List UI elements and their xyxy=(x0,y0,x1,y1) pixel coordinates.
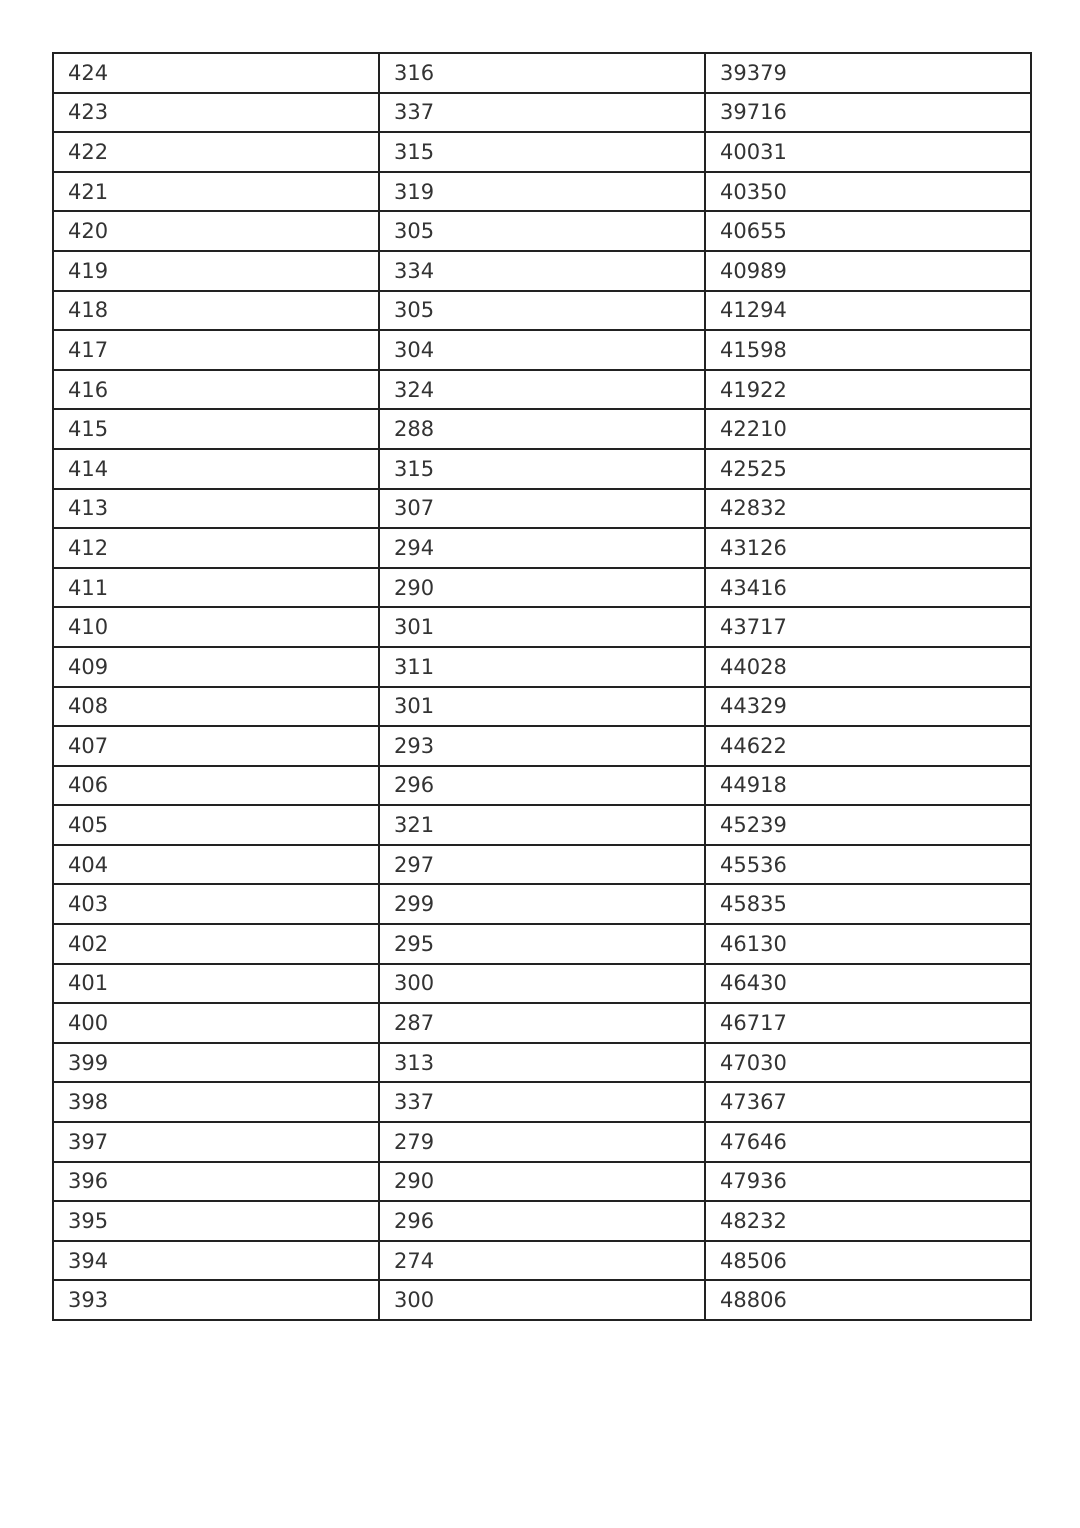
table-row xyxy=(53,647,1031,687)
table-row xyxy=(53,1122,1031,1162)
table-row xyxy=(53,1201,1031,1241)
count-cell: 324 xyxy=(379,370,705,410)
score-table xyxy=(52,52,1032,1321)
count-cell: 334 xyxy=(379,251,705,291)
count-cell: 337 xyxy=(379,93,705,133)
score-cell: 395 xyxy=(53,1201,379,1241)
count-cell: 315 xyxy=(379,449,705,489)
cumulative-cell: 47367 xyxy=(705,1082,1031,1122)
table-row xyxy=(53,805,1031,845)
table-row xyxy=(53,132,1031,172)
table-row xyxy=(53,251,1031,291)
cumulative-cell: 40655 xyxy=(705,211,1031,251)
table-row xyxy=(53,1162,1031,1202)
score-cell: 417 xyxy=(53,330,379,370)
table-row xyxy=(53,211,1031,251)
table-row xyxy=(53,845,1031,885)
table-row xyxy=(53,964,1031,1004)
count-cell: 337 xyxy=(379,1082,705,1122)
table-row xyxy=(53,528,1031,568)
cumulative-cell: 47646 xyxy=(705,1122,1031,1162)
count-cell: 300 xyxy=(379,964,705,1004)
cumulative-cell: 42832 xyxy=(705,489,1031,529)
count-cell: 290 xyxy=(379,1162,705,1202)
score-cell: 393 xyxy=(53,1280,379,1320)
score-cell: 394 xyxy=(53,1241,379,1281)
table-row xyxy=(53,766,1031,806)
count-cell: 296 xyxy=(379,1201,705,1241)
cumulative-cell: 46717 xyxy=(705,1003,1031,1043)
table-row xyxy=(53,924,1031,964)
table-row xyxy=(53,568,1031,608)
cumulative-cell: 48806 xyxy=(705,1280,1031,1320)
count-cell: 321 xyxy=(379,805,705,845)
cumulative-cell: 42210 xyxy=(705,409,1031,449)
count-cell: 315 xyxy=(379,132,705,172)
table-row xyxy=(53,1241,1031,1281)
count-cell: 274 xyxy=(379,1241,705,1281)
score-cell: 409 xyxy=(53,647,379,687)
score-table-body xyxy=(53,53,1031,1320)
score-cell: 415 xyxy=(53,409,379,449)
table-row xyxy=(53,53,1031,93)
score-cell: 423 xyxy=(53,93,379,133)
cumulative-cell: 45536 xyxy=(705,845,1031,885)
score-cell: 400 xyxy=(53,1003,379,1043)
cumulative-cell: 42525 xyxy=(705,449,1031,489)
table-row xyxy=(53,884,1031,924)
count-cell: 307 xyxy=(379,489,705,529)
score-cell: 414 xyxy=(53,449,379,489)
score-cell: 421 xyxy=(53,172,379,212)
cumulative-cell: 41922 xyxy=(705,370,1031,410)
count-cell: 313 xyxy=(379,1043,705,1083)
count-cell: 294 xyxy=(379,528,705,568)
table-row xyxy=(53,409,1031,449)
cumulative-cell: 43126 xyxy=(705,528,1031,568)
count-cell: 290 xyxy=(379,568,705,608)
cumulative-cell: 46430 xyxy=(705,964,1031,1004)
table-row xyxy=(53,1280,1031,1320)
table-row xyxy=(53,489,1031,529)
count-cell: 319 xyxy=(379,172,705,212)
count-cell: 311 xyxy=(379,647,705,687)
score-cell: 405 xyxy=(53,805,379,845)
cumulative-cell: 44622 xyxy=(705,726,1031,766)
score-cell: 407 xyxy=(53,726,379,766)
count-cell: 299 xyxy=(379,884,705,924)
score-cell: 424 xyxy=(53,53,379,93)
count-cell: 301 xyxy=(379,607,705,647)
score-cell: 397 xyxy=(53,1122,379,1162)
cumulative-cell: 39379 xyxy=(705,53,1031,93)
table-row xyxy=(53,1003,1031,1043)
table-row xyxy=(53,1082,1031,1122)
cumulative-cell: 43717 xyxy=(705,607,1031,647)
score-cell: 398 xyxy=(53,1082,379,1122)
score-cell: 404 xyxy=(53,845,379,885)
cumulative-cell: 44028 xyxy=(705,647,1031,687)
table-row xyxy=(53,1043,1031,1083)
count-cell: 288 xyxy=(379,409,705,449)
cumulative-cell: 48506 xyxy=(705,1241,1031,1281)
score-cell: 401 xyxy=(53,964,379,1004)
score-cell: 396 xyxy=(53,1162,379,1202)
cumulative-cell: 40989 xyxy=(705,251,1031,291)
score-cell: 406 xyxy=(53,766,379,806)
cumulative-cell: 47936 xyxy=(705,1162,1031,1202)
count-cell: 305 xyxy=(379,291,705,331)
score-cell: 412 xyxy=(53,528,379,568)
table-row xyxy=(53,93,1031,133)
table-row xyxy=(53,370,1031,410)
score-cell: 411 xyxy=(53,568,379,608)
count-cell: 296 xyxy=(379,766,705,806)
table-row xyxy=(53,172,1031,212)
cumulative-cell: 45239 xyxy=(705,805,1031,845)
table-row xyxy=(53,607,1031,647)
count-cell: 297 xyxy=(379,845,705,885)
score-cell: 422 xyxy=(53,132,379,172)
cumulative-cell: 40031 xyxy=(705,132,1031,172)
cumulative-cell: 45835 xyxy=(705,884,1031,924)
count-cell: 287 xyxy=(379,1003,705,1043)
score-cell: 419 xyxy=(53,251,379,291)
count-cell: 304 xyxy=(379,330,705,370)
cumulative-cell: 48232 xyxy=(705,1201,1031,1241)
score-cell: 420 xyxy=(53,211,379,251)
score-cell: 413 xyxy=(53,489,379,529)
count-cell: 293 xyxy=(379,726,705,766)
score-cell: 403 xyxy=(53,884,379,924)
table-row xyxy=(53,726,1031,766)
score-cell: 418 xyxy=(53,291,379,331)
count-cell: 295 xyxy=(379,924,705,964)
score-cell: 408 xyxy=(53,687,379,727)
count-cell: 279 xyxy=(379,1122,705,1162)
table-row xyxy=(53,291,1031,331)
cumulative-cell: 47030 xyxy=(705,1043,1031,1083)
cumulative-cell: 41598 xyxy=(705,330,1031,370)
cumulative-cell: 44918 xyxy=(705,766,1031,806)
score-cell: 399 xyxy=(53,1043,379,1083)
cumulative-cell: 44329 xyxy=(705,687,1031,727)
count-cell: 300 xyxy=(379,1280,705,1320)
cumulative-cell: 46130 xyxy=(705,924,1031,964)
table-row xyxy=(53,687,1031,727)
score-cell: 416 xyxy=(53,370,379,410)
count-cell: 316 xyxy=(379,53,705,93)
count-cell: 301 xyxy=(379,687,705,727)
score-cell: 410 xyxy=(53,607,379,647)
cumulative-cell: 40350 xyxy=(705,172,1031,212)
count-cell: 305 xyxy=(379,211,705,251)
cumulative-cell: 41294 xyxy=(705,291,1031,331)
cumulative-cell: 39716 xyxy=(705,93,1031,133)
score-cell: 402 xyxy=(53,924,379,964)
table-row xyxy=(53,330,1031,370)
cumulative-cell: 43416 xyxy=(705,568,1031,608)
table-row xyxy=(53,449,1031,489)
